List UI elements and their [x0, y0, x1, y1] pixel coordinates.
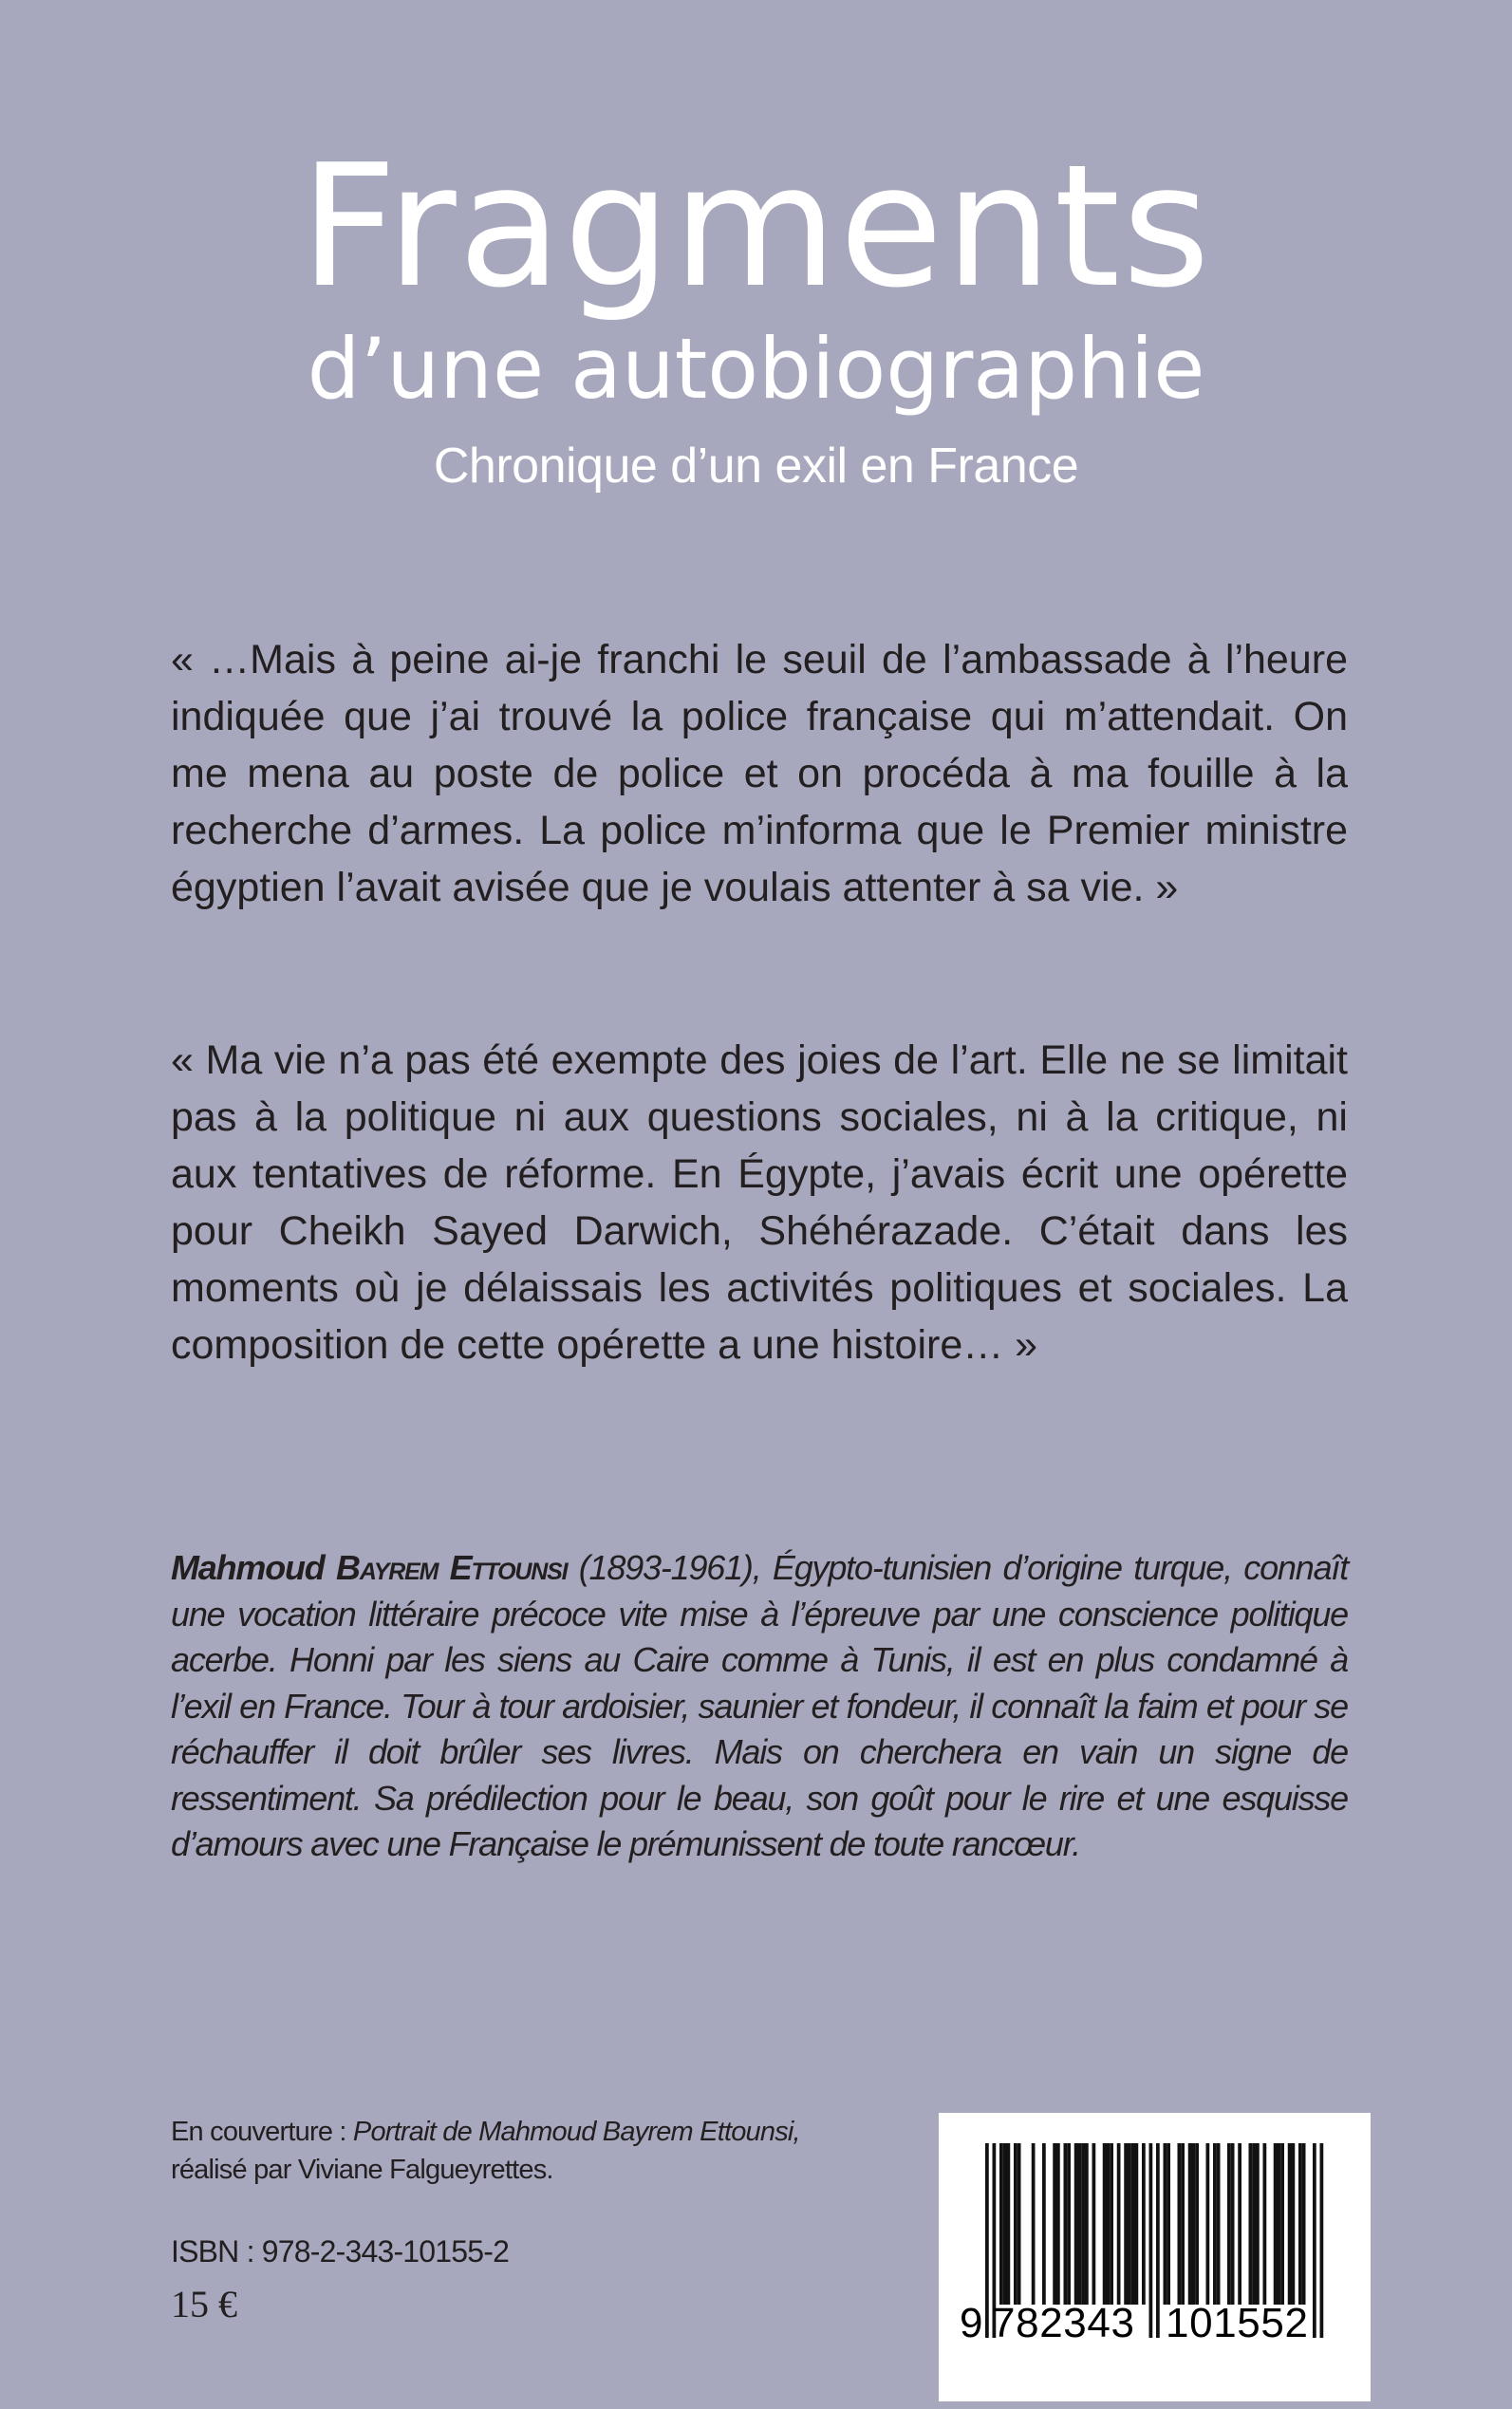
quote-1: « …Mais à peine ai-je franchi le seuil de l’ambassade à l’heure indiquée que j’ai trouvé la police française qui m’attendait. On me mena au poste de police et on procéda à ma fouille à la recherche d’armes. La police m’informa que le Premier ministre égyptien l’avait avisée que je voulais attenter à sa vie. » [171, 637, 1348, 910]
book-subtitle: d’une autobiographie [307, 320, 1205, 418]
price: 15 € [171, 2283, 237, 2325]
credit-artist: réalisé par Viviane Falgueyrettes. [171, 2155, 553, 2185]
book-tagline: Chronique d’un exil en France [433, 439, 1079, 494]
barcode-left-digits: 782343 [992, 2300, 1134, 2346]
barcode [939, 2113, 1371, 2401]
author-first-name: Mahmoud [171, 1548, 337, 1587]
credit-work: Portrait de Mahmoud Bayrem Ettounsi, [352, 2117, 800, 2147]
cover-credit [171, 2113, 800, 2189]
bio-text: (1893-1961), Égypto-tunisien d’origine turque, connaît une vocation littéraire précoce vite mise à l’épreuve par une conscience politique acerbe. Honni par les siens au Caire comme à Tunis, il est en plus condamné à l’exil en France. Tour à tour ardoisier, saunier et fondeur, il connaît la faim et pour se réchauffer il doit brûler ses livres. Mais on cherchera en vain un signe de ressentiment. Sa prédilection pour le beau, son goût pour le rire et une esquisse d’amours avec une Française le prémunissent de toute rancœur. [171, 1548, 1348, 1863]
credit-label: En couverture : [171, 2117, 353, 2147]
barcode-first-digit: 9 [960, 2300, 983, 2346]
author-bio [171, 1545, 1348, 1868]
book-title: Fragments [300, 128, 1212, 325]
quote-2: « Ma vie n’a pas été exempte des joies de l’art. Elle ne se limitait pas à la politique ni aux questions sociales, ni à la critique, ni aux tentatives de réforme. En Égypte, j’avais écrit une opérette pour Cheikh Sayed Darwich, Shéhérazade. C’était dans les moments où je délaissais les activités politiques et sociales. La composition de cette opérette a une histoire… » [171, 1037, 1348, 1368]
isbn: ISBN : 978-2-343-10155-2 [171, 2234, 510, 2269]
barcode-digits [939, 2113, 1371, 2401]
barcode-right-digits: 101552 [1166, 2300, 1308, 2346]
author-last-name: Bayrem Ettounsi [336, 1548, 568, 1587]
